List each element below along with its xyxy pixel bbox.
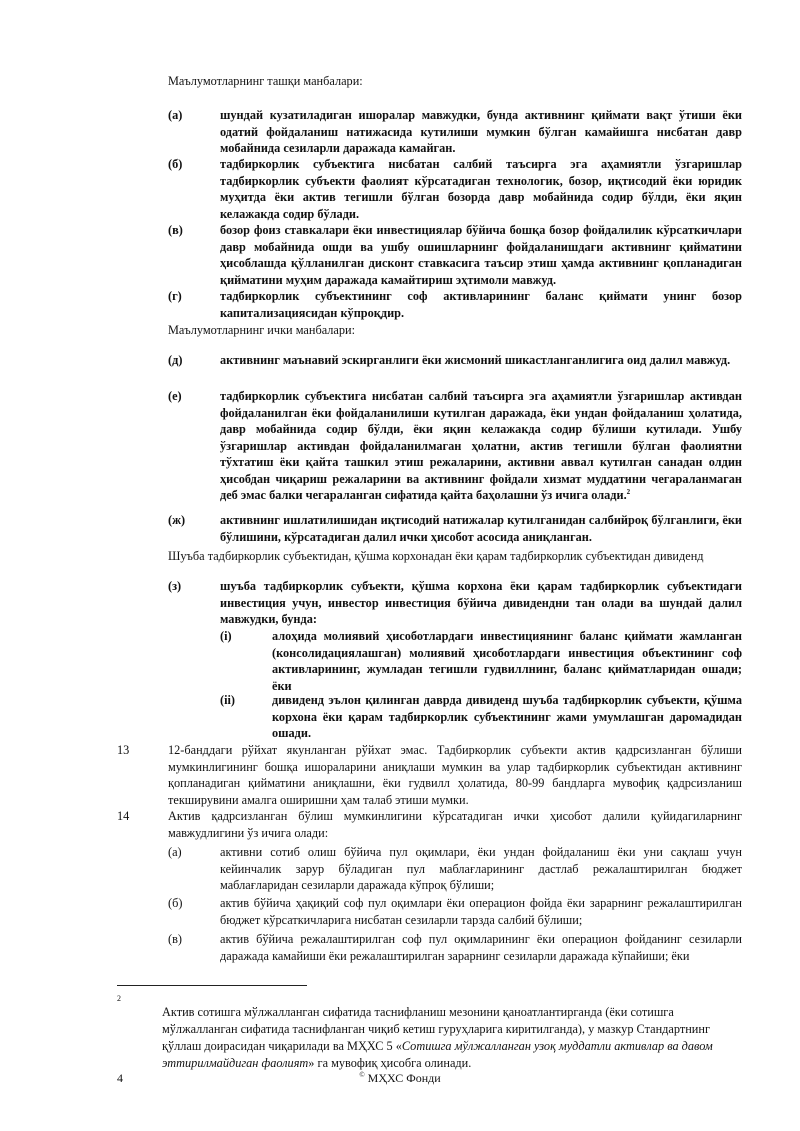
list-subitem: дивиденд эълон қилинган даврда дивиденд шуъба тадбиркорлик субъекти, қўшма корхона ёки қарам тадбиркорлик субъектининг жами умумлашган даромадидан ошади.: [272, 693, 742, 740]
item-label: (е): [168, 389, 182, 403]
list-item: шундай кузатиладиган ишоралар мавжудки, бунда активнинг қиймати вақт ўтиши ёки одатий фойдаланиш натижасида кутилиши мумкин бўлган камайишга нисбатан давр мобайнида сезиларли даражада камайган.: [220, 108, 742, 155]
list-item: тадбиркорлик субъектининг соф активларининг баланс қиймати унинг бозор капитализациясидан кўпроқдир.: [220, 289, 742, 320]
list-subitem: алоҳида молиявий ҳисоботлардаги инвестициянинг баланс қиймати жамланган (консолидациялашган) молиявий ҳисоботлардаги инвестиция объектининг соф активларининг, жумладан тегишли гудвиллнинг, баланс қийматларидан ошади; ёки: [272, 629, 742, 693]
footnote-ref: 2: [626, 487, 631, 496]
footnote-italic-title: Сотишга мўлжалланган узоқ муддатли активлар ва давом эттирилмайдиган фаолият: [162, 1039, 713, 1071]
internal-sources-heading: Маълумотларнинг ички манбалари:: [168, 323, 356, 337]
paragraph-number: 14: [117, 809, 130, 823]
paragraph-13: 12-банддаги рўйхат якунланган рўйхат эмас. Тадбиркорлик субъекти актив қадрсизланган бўлиши мумкинлигининг бошқа ишораларини аниқлаши мумкин ва улар тадбиркорлик субъектидан активнинг қопланадиган қийматини аниқлашни, ёки гудвилл ҳолатида, 80-99 бандларга мувофиқ қадрсизланиш текширувини амалга оширишни ҳам талаб этиши мумки.: [168, 743, 742, 807]
item-label: (в): [168, 223, 183, 237]
list-item: [220, 388, 742, 504]
paragraph-14: Актив қадрсизланган бўлиш мумкинлигини кўрсатадиган ички ҳисобот далили қуйидагиларнинг мавжудлигини ўз ичига олади:: [168, 809, 742, 840]
copyright-symbol: ©: [359, 1071, 365, 1079]
subsidiary-heading: Шуъба тадбиркорлик субъектидан, қўшма корхонадан ёки қарам тадбиркорлик субъектидан дивиденд: [168, 549, 704, 563]
footnote-mark: 2: [117, 994, 121, 1003]
list-item: активни сотиб олиш бўйича пул оқимлари, ёки ундан фойдаланиш ёки уни сақлаш учун кейинчалик зарур бўладиган пул маблағларининг дастлаб режалаштирилган бюджет маблағларидан сезиларли даражада кўпроқ бўлиши;: [220, 845, 742, 892]
list-item: актив бўйича ҳақиқий соф пул оқимлари ёки операцион фойда ёки зарарнинг режалаштирилган бюджет кўрсаткичларига нисбатан сезиларли тарзда салбий бўлиши;: [220, 896, 742, 927]
footnote-text-end: » га мувофиқ ҳисобга олинади.: [308, 1056, 472, 1071]
list-item-text: тадбиркорлик субъектига нисбатан салбий таъсирга эга аҳамиятли ўзгаришлар активдан фойдаланилган ёки фойдаланилиши кутилган даражада, ёки ундан фойдаланиш ҳолатида, давр мобайнида содир бўлди, ёки яқин келажакда содир бўлиши кутилади. Ушбу ўзгаришлар активдан фойдаланилмаган ҳолатни, актив тегишли бўлган фаолиятни тўхтатиш ёки қайта ташкил этиш режаларини, активни аввал кутилган санадан олдин ҳисобдан чиқариш режаларини ва активнинг фойдали хизмат муддатини чегараланмаган деб эмас балки чегараланган сифатида қайта баҳолашни ўз ичига олади.: [220, 389, 742, 502]
external-sources-heading: Маълумотларнинг ташқи манбалари:: [168, 74, 363, 88]
list-item: активнинг маънавий эскирганлиги ёки жисмоний шикастланганлигига оид далил мавжуд.: [220, 353, 731, 367]
item-label: (б): [168, 157, 183, 171]
item-label: (з): [168, 579, 182, 593]
subitem-label: (i): [220, 629, 232, 643]
item-label: (ж): [168, 513, 186, 527]
item-label: (д): [168, 353, 183, 367]
subitem-label: (ii): [220, 693, 236, 707]
footer-copyright: [0, 1071, 800, 1086]
list-item: бозор фоиз ставкалари ёки инвестициялар бўйича бошқа бозор фойдалилик кўрсаткичлари давр мобайнида ошди ва ушбу ошишларнинг фойдаланишдаги активнинг қийматини ҳисоблашда қўлланилган дисконт ставкасига таъсир этиш ҳамда активнинг қопланадиган қийматини муҳим даражада камайтириш эҳтимоли мавжуд.: [220, 223, 742, 287]
list-item: тадбиркорлик субъектига нисбатан салбий таъсирга эга аҳамиятли ўзгаришлар тадбиркорлик субъекти фаолият кўрсатадиган технологик, бозор, иқтисодий ёки юридик муҳитда ёки актив тегишли бўлган бозорда давр мобайнида содир бўлди, ёки яқин келажакда содир бўлади.: [220, 157, 742, 221]
item-label: (в): [168, 932, 182, 946]
paragraph-number: 13: [117, 743, 130, 757]
footnote-text-start: Актив сотишга мўлжалланган сифатида таснифланиш мезонини қаноатлантирганда (ёки сотишга мўлжалланган сифатида таснифланган чиқиб кетиш гуруҳларига киритилганда), у мазкур Стандартнинг қўллаш доирасидан чиқарилади ва МҲХС 5 «: [162, 1005, 711, 1054]
item-label: (б): [168, 896, 183, 910]
list-item: активнинг ишлатилишидан иқтисодий натижалар кутилганидан салбийроқ бўлганлиги, ёки бўлишини, кўрсатадиган далил ички ҳисобот асосида аниқланган.: [220, 513, 742, 544]
footnote-text: [162, 1004, 742, 1072]
footer-organization: МҲХС Фонди: [367, 1071, 441, 1085]
list-item: актив бўйича режалаштирилган соф пул оқимларининг ёки операцион фойданинг сезиларли даражада камайиши ёки режалаштирилган зарарнинг сезиларли даражада кўпайиши; ёки: [220, 932, 742, 963]
page-number: 4: [117, 1071, 123, 1085]
list-item: шуъба тадбиркорлик субъекти, қўшма корхона ёки қарам тадбиркорлик субъектидаги инвестиция учун, инвестор инвестиция бўйича дивидендни тан олади ва шундай далил мавжудки, бунда:: [220, 579, 742, 626]
footnote-divider: [117, 985, 307, 986]
item-label: (a): [168, 108, 183, 122]
item-label: (г): [168, 289, 182, 303]
item-label: (a): [168, 845, 182, 859]
